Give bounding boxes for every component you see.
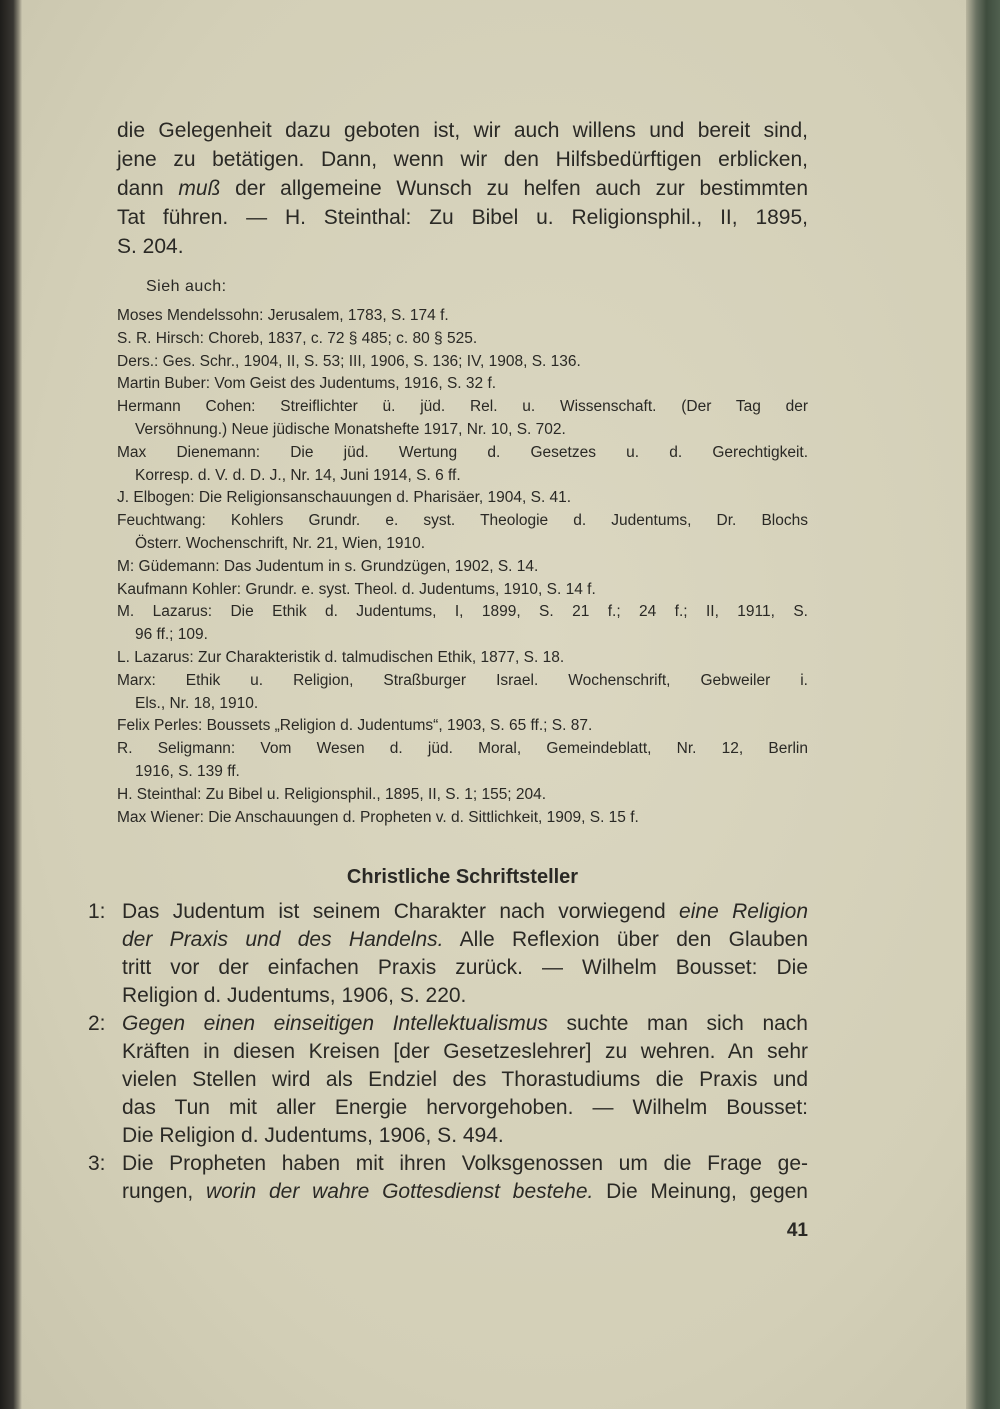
text-line (122, 1094, 808, 1122)
text-line (122, 898, 808, 926)
book-binding (966, 0, 1000, 1409)
entry-line: Moses Mendelssohn: Jerusalem, 1783, S. 174 f. (117, 307, 449, 324)
bibliography-entry (117, 510, 808, 556)
bibliography-entry (117, 487, 808, 510)
text-line (117, 116, 808, 145)
entry-line: 96 ff.; 109. (135, 626, 208, 644)
text-segment: dann (117, 177, 179, 200)
text-segment: Die Meinung, gegen (593, 1180, 808, 1203)
bibliography-entry (117, 328, 808, 351)
text-segment: Alle Reflexion über den Glauben (443, 928, 809, 951)
entry-line: M: Güdemann: Das Judentum in s. Grundzügen, 1902, S. 14. (117, 557, 539, 575)
entry-line: Martin Buber: Vom Geist des Judentums, 1916, S. 32 f. (117, 375, 497, 393)
text-line (117, 174, 808, 203)
text-line (122, 954, 808, 982)
text-segment: Tat führen. — H. Steinthal: Zu Bibel u. Religionsphil., II, 1895, (117, 206, 808, 229)
text-segment: rungen, (122, 1180, 207, 1203)
text-segment: Religion d. Judentums, 1906, S. 220. (122, 984, 467, 1007)
text-segment: das Tun mit aller Energie hervorgehoben. — Wilhelm Bousset: (122, 1096, 808, 1119)
bibliography-entry (117, 601, 808, 647)
entry-line: Felix Perles: Boussets „Religion d. Judentums“, 1903, S. 65 ff.; S. 87. (117, 717, 593, 735)
text-segment: tritt vor der einfachen Praxis zurück. — Wilhelm Bousset: Die (122, 956, 808, 979)
emphasis-text: der Praxis und des Handelns. (122, 928, 444, 951)
bibliography-entry (117, 647, 808, 670)
text-line (122, 1066, 808, 1094)
text-line (122, 1122, 808, 1150)
text-line (122, 1010, 808, 1038)
see-also-label: Sieh auch: (146, 278, 227, 295)
text-segment: Die Propheten haben mit ihren Volksgenossen um die Frage ge- (122, 1152, 808, 1175)
numbered-quotes (88, 898, 809, 1206)
numbered-quote (88, 1010, 808, 1150)
quote-paragraph (117, 116, 808, 261)
entry-line: Korresp. d. V. d. D. J., Nr. 14, Juni 1914, S. 6 ff. (135, 466, 461, 484)
bibliography-entry (117, 738, 808, 784)
text-segment: vielen Stellen wird als Endziel des Thorastudiums die Praxis und (122, 1068, 808, 1091)
entry-line: Feuchtwang: Kohlers Grundr. e. syst. Theologie d. Judentums, Dr. Blochs (117, 512, 808, 530)
bibliography-entry (117, 556, 808, 579)
text-line (122, 926, 808, 954)
quote-number: 3: (88, 1152, 106, 1175)
section-heading: Christliche Schriftsteller (346, 866, 579, 888)
bibliography-entry (117, 305, 808, 328)
text-segment: S. 204. (117, 235, 184, 258)
text-line (117, 145, 808, 174)
emphasis-text: eine Religion (679, 900, 809, 923)
bibliography-entry (117, 442, 808, 488)
entry-line: H. Steinthal: Zu Bibel u. Religionsphil., 1895, II, S. 1; 155; 204. (117, 785, 547, 803)
text-segment: die Gelegenheit dazu geboten ist, wir auch willens und bereit sind, (117, 119, 808, 142)
entry-line: M. Lazarus: Die Ethik d. Judentums, I, 1899, S. 21 f.; 24 f.; II, 1911, S. (117, 603, 808, 621)
text-line (122, 1178, 808, 1206)
text-segment: der allgemeine Wunsch zu helfen auch zur bestimmten (220, 177, 808, 200)
bibliography-entry (117, 373, 808, 396)
entry-line: 1916, S. 139 ff. (135, 762, 240, 780)
entry-line: L. Lazarus: Zur Charakteristik d. talmudischen Ethik, 1877, S. 18. (117, 648, 565, 666)
emphasis-text: muß (178, 177, 221, 200)
bibliography-entry (117, 396, 808, 442)
text-line (117, 203, 808, 232)
page-number: 41 (786, 1220, 808, 1241)
entry-line: Ders.: Ges. Schr., 1904, II, S. 53; III, 1906, S. 136; IV, 1908, S. 136. (117, 352, 581, 370)
bibliography-entry (117, 784, 808, 807)
entry-line: S. R. Hirsch: Choreb, 1837, c. 72 § 485; c. 80 § 525. (117, 329, 478, 347)
text-line (122, 982, 808, 1010)
emphasis-text: Gegen einen einseitigen Intellektualismus (122, 1012, 548, 1035)
bibliography-entry (117, 351, 808, 374)
entry-line: Hermann Cohen: Streiflichter ü. jüd. Rel. u. Wissenschaft. (Der Tag der (117, 398, 808, 416)
entry-line: Max Wiener: Die Anschauungen d. Propheten v. d. Sittlichkeit, 1909, S. 15 f. (117, 808, 639, 826)
entry-line: Max Dienemann: Die jüd. Wertung d. Gesetzes u. d. Gerechtigkeit. (117, 443, 808, 461)
book-left-edge (0, 0, 22, 1409)
text-line (117, 232, 808, 261)
entry-line: Österr. Wochenschrift, Nr. 21, Wien, 1910. (135, 534, 426, 552)
quote-number: 1: (88, 900, 106, 923)
numbered-quote (88, 898, 809, 1010)
text-segment: jene zu betätigen. Dann, wenn wir den Hilfsbedürftigen erblicken, (117, 148, 808, 171)
text-segment: suchte man sich nach (547, 1012, 808, 1035)
entry-line: Els., Nr. 18, 1910. (135, 694, 259, 712)
bibliography-entry (117, 715, 808, 738)
text-line (122, 1150, 808, 1178)
bibliography-entry (117, 670, 808, 716)
text-line (122, 1038, 808, 1066)
bibliography-entry (117, 807, 808, 830)
quote-number: 2: (88, 1012, 106, 1035)
text-segment: Kräften in diesen Kreisen [der Gesetzeslehrer] zu wehren. An sehr (122, 1040, 808, 1063)
entry-line: R. Seligmann: Vom Wesen d. jüd. Moral, Gemeindeblatt, Nr. 12, Berlin (117, 740, 808, 758)
text-segment: Das Judentum ist seinem Charakter nach vorwiegend (122, 900, 680, 923)
entry-line: Versöhnung.) Neue jüdische Monatshefte 1917, Nr. 10, S. 702. (135, 420, 566, 438)
bibliography-list (117, 305, 808, 829)
text-segment: Die Religion d. Judentums, 1906, S. 494. (122, 1124, 504, 1147)
numbered-quote (88, 1150, 808, 1206)
entry-line: J. Elbogen: Die Religionsanschauungen d. Pharisäer, 1904, S. 41. (117, 489, 572, 507)
entry-line: Kaufmann Kohler: Grundr. e. syst. Theol. d. Judentums, 1910, S. 14 f. (117, 580, 596, 598)
emphasis-text: worin der wahre Gottesdienst bestehe. (206, 1180, 594, 1203)
entry-line: Marx: Ethik u. Religion, Straßburger Israel. Wochenschrift, Gebweiler i. (117, 671, 808, 689)
bibliography-entry (117, 579, 808, 602)
